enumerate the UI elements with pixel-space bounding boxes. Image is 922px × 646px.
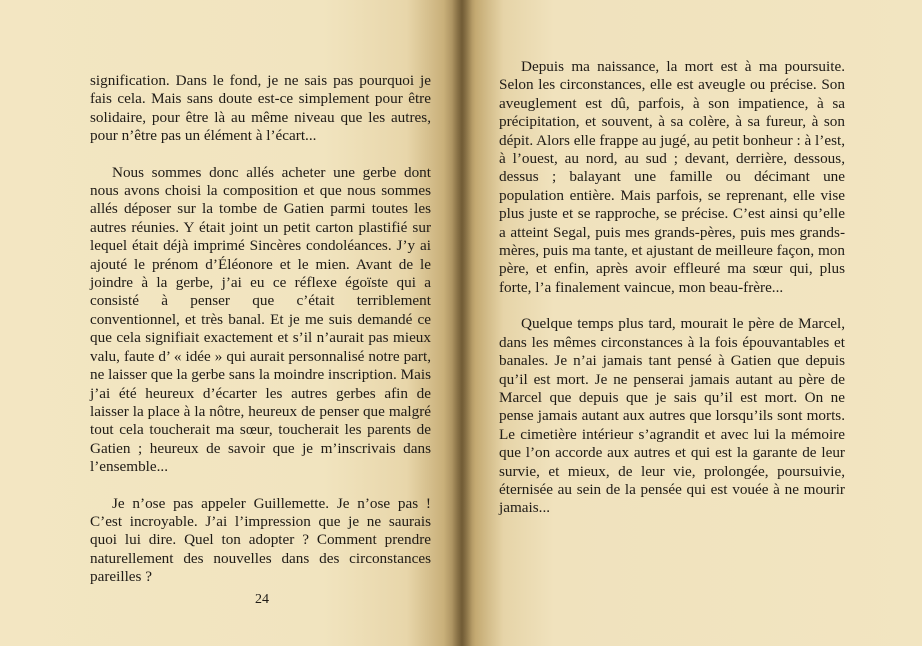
page-number: 24 [255, 592, 269, 607]
left-page-text [90, 72, 431, 587]
paragraph-gap [499, 297, 845, 315]
paragraph: Nous sommes donc allés acheter une gerbe dont nous avons choisi la composition et que nous sommes allés déposer sur la tombe de Gatien parmi toutes les autres réunies. Y était joint un petit carton plastifié sur lequel était déjà imprimé Sincères condoléances. J’y ai ajouté le prénom d’Éléonore et le mien. Avant de le joindre à la gerbe, j’ai eu ce réflexe égoïste qui a consisté à penser que c’était terriblement conventionnel, et très banal. Et je me suis demandé ce que cela signifiait exactement et s’il n’aurait pas mieux valu, faute d’ « idée » qui aurait personnalisé notre part, ne laisser que la gerbe sans la moindre inscription. Mais j’ai été heureux d’écarter les autres gerbes afin de laisser la place à la nôtre, heureux de penser que malgré tout cela toucherait ma sœur, toucherait les parents de Gatien ; heureux de savoir que je m’inscrivais dans l’ensemble... [90, 163, 431, 476]
paragraph-gap [90, 477, 431, 495]
paragraph-gap [90, 146, 431, 164]
paragraph: signification. Dans le fond, je ne sais pas pourquoi je fais cela. Mais sans doute est-ce simplement pour être solidaire, pour être là au même niveau que les autres, pour n’être pas un élément à l’écart... [90, 72, 431, 145]
right-page-text [499, 58, 845, 518]
book-gutter [452, 0, 472, 646]
paragraph: Je n’ose pas appeler Guillemette. Je n’ose pas ! C’est incroyable. J’ai l’impression que je ne saurais quoi lui dire. Quel ton adopter ? Comment prendre naturellement des nouvelles dans des circonstances pareilles ? [90, 494, 431, 586]
paragraph: Depuis ma naissance, la mort est à ma poursuite. Selon les circonstances, elle est aveugle ou précise. Son aveuglement est dû, parfois, à son impatience, à sa précipitation, et souvent, à sa colère, à sa fureur, à son dépit. Alors elle frappe au jugé, au petit bonheur : à l’est, à l’ouest, au nord, au sud ; devant, derrière, dessous, dessus ; balayant une famille ou décimant une population entière. Mais parfois, se reprenant, elle vise plus juste et se rapproche, se précise. C’est ainsi qu’elle a atteint Segal, puis mes grands-pères, puis mes grands-mères, puis ma tante, et ajustant de meilleure façon, mon père, et enfin, après avoir effleuré ma sœur qui, plus forte, l’a finalement vaincue, mon beau-frère... [499, 58, 845, 296]
paragraph: Quelque temps plus tard, mourait le père de Marcel, dans les mêmes circonstances à la fois épouvantables et banales. Je n’ai jamais tant pensé à Gatien que depuis qu’il est mort. Je ne penserai jamais autant au père de Marcel que depuis que je sais qu’il est mort. On ne pense jamais autant aux autres que lorsqu’ils sont morts. Le cimetière intérieur s’agrandit et avec lui la mémoire que l’on accorde aux autres et qui est la garante de leur survie, et mieux, de leur vie, prolongée, poursuivie, éternisée au sein de la pensée qui est vouée à ne mourir jamais... [499, 315, 845, 517]
